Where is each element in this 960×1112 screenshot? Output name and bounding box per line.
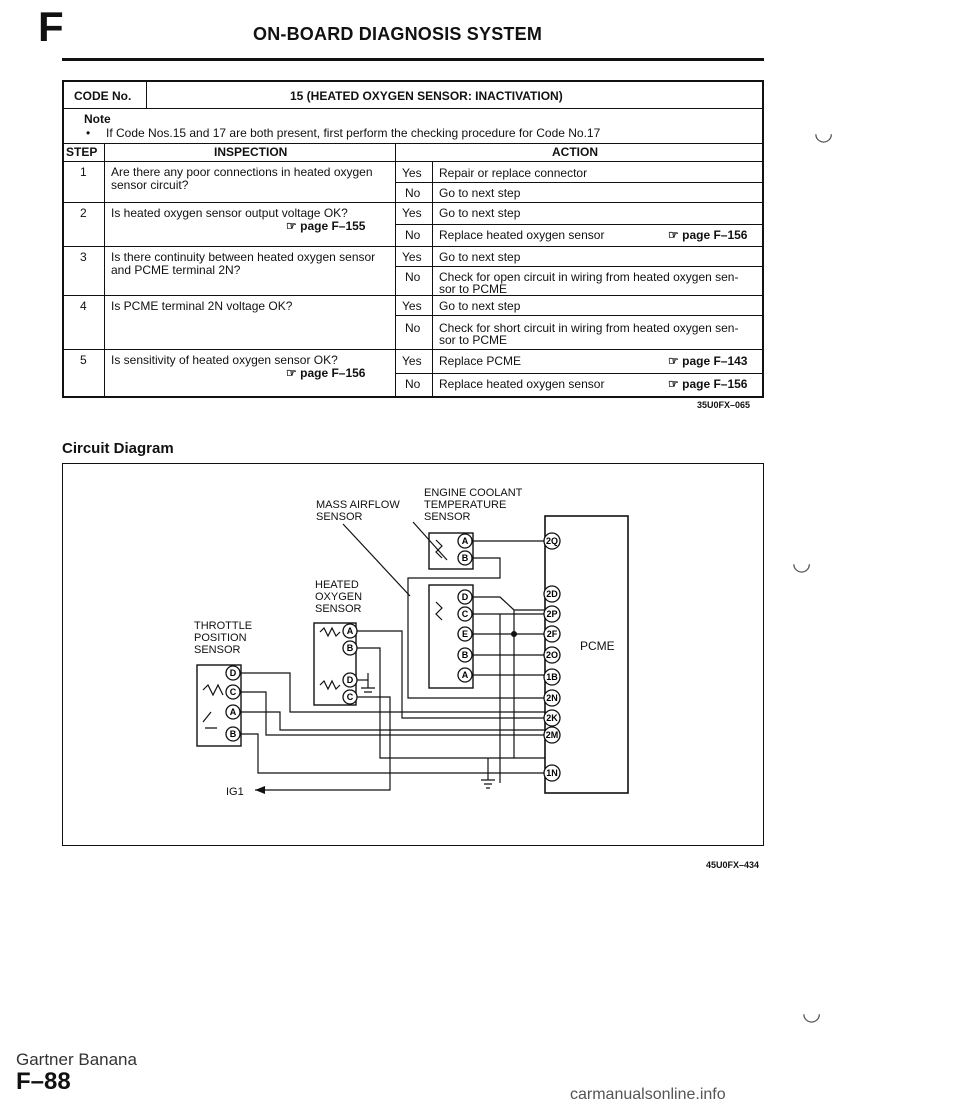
yes-label: Yes bbox=[402, 354, 422, 368]
note-label: Note bbox=[84, 112, 111, 126]
pcme-pin-label: 2P bbox=[546, 609, 558, 619]
tps-label: THROTTLE bbox=[194, 620, 253, 632]
ho2s-label: SENSOR bbox=[315, 603, 362, 615]
diagram-figure-id: 45U0FX–434 bbox=[706, 860, 760, 870]
no-label: No bbox=[405, 186, 421, 200]
tps-pin-label: A bbox=[229, 707, 237, 717]
maf-pin-label: D bbox=[461, 592, 469, 602]
yes-action: Replace PCME bbox=[439, 354, 522, 368]
watermark-link[interactable]: carmanualsonline.info bbox=[570, 1086, 726, 1103]
pcme-pin-label: 2N bbox=[546, 693, 558, 703]
pointing-hand-icon: ☞ bbox=[286, 219, 297, 233]
tps-pin-label: B bbox=[229, 729, 237, 739]
ho2s-pin-label: C bbox=[346, 692, 354, 702]
ect-label: TEMPERATURE bbox=[424, 499, 507, 511]
page-reference[interactable]: ☞ page F–155 bbox=[286, 219, 366, 233]
inspection-text: sensor circuit? bbox=[111, 178, 189, 192]
inspection-text: Is PCME terminal 2N voltage OK? bbox=[111, 299, 293, 313]
maf-pin-label: B bbox=[461, 650, 469, 660]
sensing-element-symbol bbox=[320, 681, 340, 689]
no-action: Go to next step bbox=[439, 186, 521, 200]
maf-label: SENSOR bbox=[316, 511, 363, 523]
no-action: Replace heated oxygen sensor bbox=[439, 228, 605, 242]
code-title: 15 (HEATED OXYGEN SENSOR: INACTIVATION) bbox=[290, 89, 563, 103]
maf-label: MASS AIRFLOW bbox=[316, 499, 400, 511]
page-reference[interactable]: ☞ page F–156 bbox=[668, 228, 748, 242]
no-action: Check for short circuit in wiring from heated oxygen sen- bbox=[439, 321, 739, 335]
tps-pin-label: C bbox=[229, 687, 237, 697]
yes-action: Go to next step bbox=[439, 206, 521, 220]
page-title: ON-BOARD DIAGNOSIS SYSTEM bbox=[253, 24, 543, 44]
step-number: 2 bbox=[80, 206, 87, 220]
wire bbox=[255, 697, 390, 790]
ho2s-label: OXYGEN bbox=[315, 591, 363, 603]
pcme-label: PCME bbox=[580, 639, 615, 653]
margin-mark: ◡ bbox=[814, 120, 834, 145]
yes-action: Repair or replace connector bbox=[439, 166, 588, 180]
step-number: 5 bbox=[80, 353, 87, 367]
page-reference[interactable]: ☞ page F–156 bbox=[668, 377, 748, 391]
step-number: 1 bbox=[80, 165, 87, 179]
step-number: 4 bbox=[80, 299, 87, 313]
ho2s-pin-label: B bbox=[346, 643, 354, 653]
pcme-pin-label: 1N bbox=[546, 768, 558, 778]
ect-label: ENGINE COOLANT bbox=[424, 487, 523, 499]
table-figure-id: 35U0FX–065 bbox=[697, 400, 751, 410]
ect-pin-label: A bbox=[461, 536, 469, 546]
pointing-hand-icon: ☞ bbox=[668, 354, 679, 368]
ho2s-pin-label: A bbox=[346, 626, 354, 636]
maf-pin-label: A bbox=[461, 670, 469, 680]
yes-label: Yes bbox=[402, 299, 422, 313]
ect-pin-label: B bbox=[461, 553, 469, 563]
page-number: F–88 bbox=[16, 1068, 71, 1095]
pcme-pin-label: 2Q bbox=[545, 536, 559, 546]
yes-label: Yes bbox=[402, 250, 422, 264]
junction-dot bbox=[511, 631, 517, 637]
wire bbox=[353, 648, 545, 758]
yes-label: Yes bbox=[402, 206, 422, 220]
no-label: No bbox=[405, 270, 421, 284]
col-step: STEP bbox=[66, 145, 98, 159]
no-label: No bbox=[405, 321, 421, 335]
wire bbox=[237, 712, 545, 730]
margin-mark: ◡ bbox=[802, 1000, 822, 1025]
pcme-pin-label: 1B bbox=[546, 672, 558, 682]
thermistor-symbol bbox=[436, 602, 442, 620]
inspection-text: Are there any poor connections in heated oxygen bbox=[111, 165, 373, 179]
switch-symbol bbox=[203, 712, 217, 728]
page-reference[interactable]: ☞ page F–143 bbox=[668, 354, 748, 368]
code-label: CODE No. bbox=[74, 89, 132, 103]
heater-symbol bbox=[320, 628, 340, 636]
inspection-text: Is sensitivity of heated oxygen sensor OK? bbox=[111, 353, 338, 367]
leader-line bbox=[413, 522, 447, 560]
pointing-hand-icon: ☞ bbox=[286, 366, 297, 380]
section-letter: F bbox=[38, 3, 64, 50]
inspection-text: and PCME terminal 2N? bbox=[111, 263, 241, 277]
diagram-title: Circuit Diagram bbox=[62, 440, 174, 457]
wire bbox=[470, 597, 545, 610]
note-bullet: • bbox=[86, 126, 91, 140]
inspection-text: Is heated oxygen sensor output voltage OK? bbox=[111, 206, 348, 220]
no-action: Check for open circuit in wiring from heated oxygen sen- bbox=[439, 270, 739, 284]
ig1-label: IG1 bbox=[226, 786, 244, 798]
maf-pin-label: E bbox=[461, 629, 469, 639]
ig1-arrow bbox=[255, 786, 265, 794]
col-inspection: INSPECTION bbox=[214, 145, 288, 159]
footer-brand: Gartner Banana bbox=[16, 1050, 137, 1069]
margin-mark: ◡ bbox=[792, 550, 812, 575]
yes-action: Go to next step bbox=[439, 250, 521, 264]
maf-pin-label: C bbox=[461, 609, 469, 619]
pcme-pin-label: 2O bbox=[545, 650, 559, 660]
pcme-pin-label: 2F bbox=[546, 629, 558, 639]
step-number: 3 bbox=[80, 250, 87, 264]
wire bbox=[237, 734, 545, 773]
no-action: sor to PCME bbox=[439, 333, 508, 347]
page-reference[interactable]: ☞ page F–156 bbox=[286, 366, 366, 380]
yes-action: Go to next step bbox=[439, 299, 521, 313]
note-text: If Code Nos.15 and 17 are both present, first perform the checking procedure for Code No.17 bbox=[106, 126, 601, 140]
wire bbox=[237, 673, 545, 712]
ho2s-label: HEATED bbox=[315, 579, 359, 591]
ect-label: SENSOR bbox=[424, 511, 471, 523]
potentiometer-symbol bbox=[203, 685, 223, 695]
tps-label: SENSOR bbox=[194, 644, 241, 656]
no-label: No bbox=[405, 377, 421, 391]
pcme-pin-label: 2M bbox=[545, 730, 559, 740]
ho2s-pin-label: D bbox=[346, 675, 354, 685]
no-action: Replace heated oxygen sensor bbox=[439, 377, 605, 391]
pcme-pin-label: 2K bbox=[546, 713, 558, 723]
no-action: sor to PCME bbox=[439, 282, 508, 296]
tps-label: POSITION bbox=[194, 632, 247, 644]
pcme-pin-label: 2D bbox=[546, 589, 558, 599]
yes-label: Yes bbox=[402, 166, 422, 180]
tps-pin-label: D bbox=[229, 668, 237, 678]
pointing-hand-icon: ☞ bbox=[668, 228, 679, 242]
pointing-hand-icon: ☞ bbox=[668, 377, 679, 391]
no-label: No bbox=[405, 228, 421, 242]
ground-symbol bbox=[361, 673, 375, 692]
col-action: ACTION bbox=[552, 145, 598, 159]
inspection-text: Is there continuity between heated oxygen sensor bbox=[111, 250, 376, 264]
